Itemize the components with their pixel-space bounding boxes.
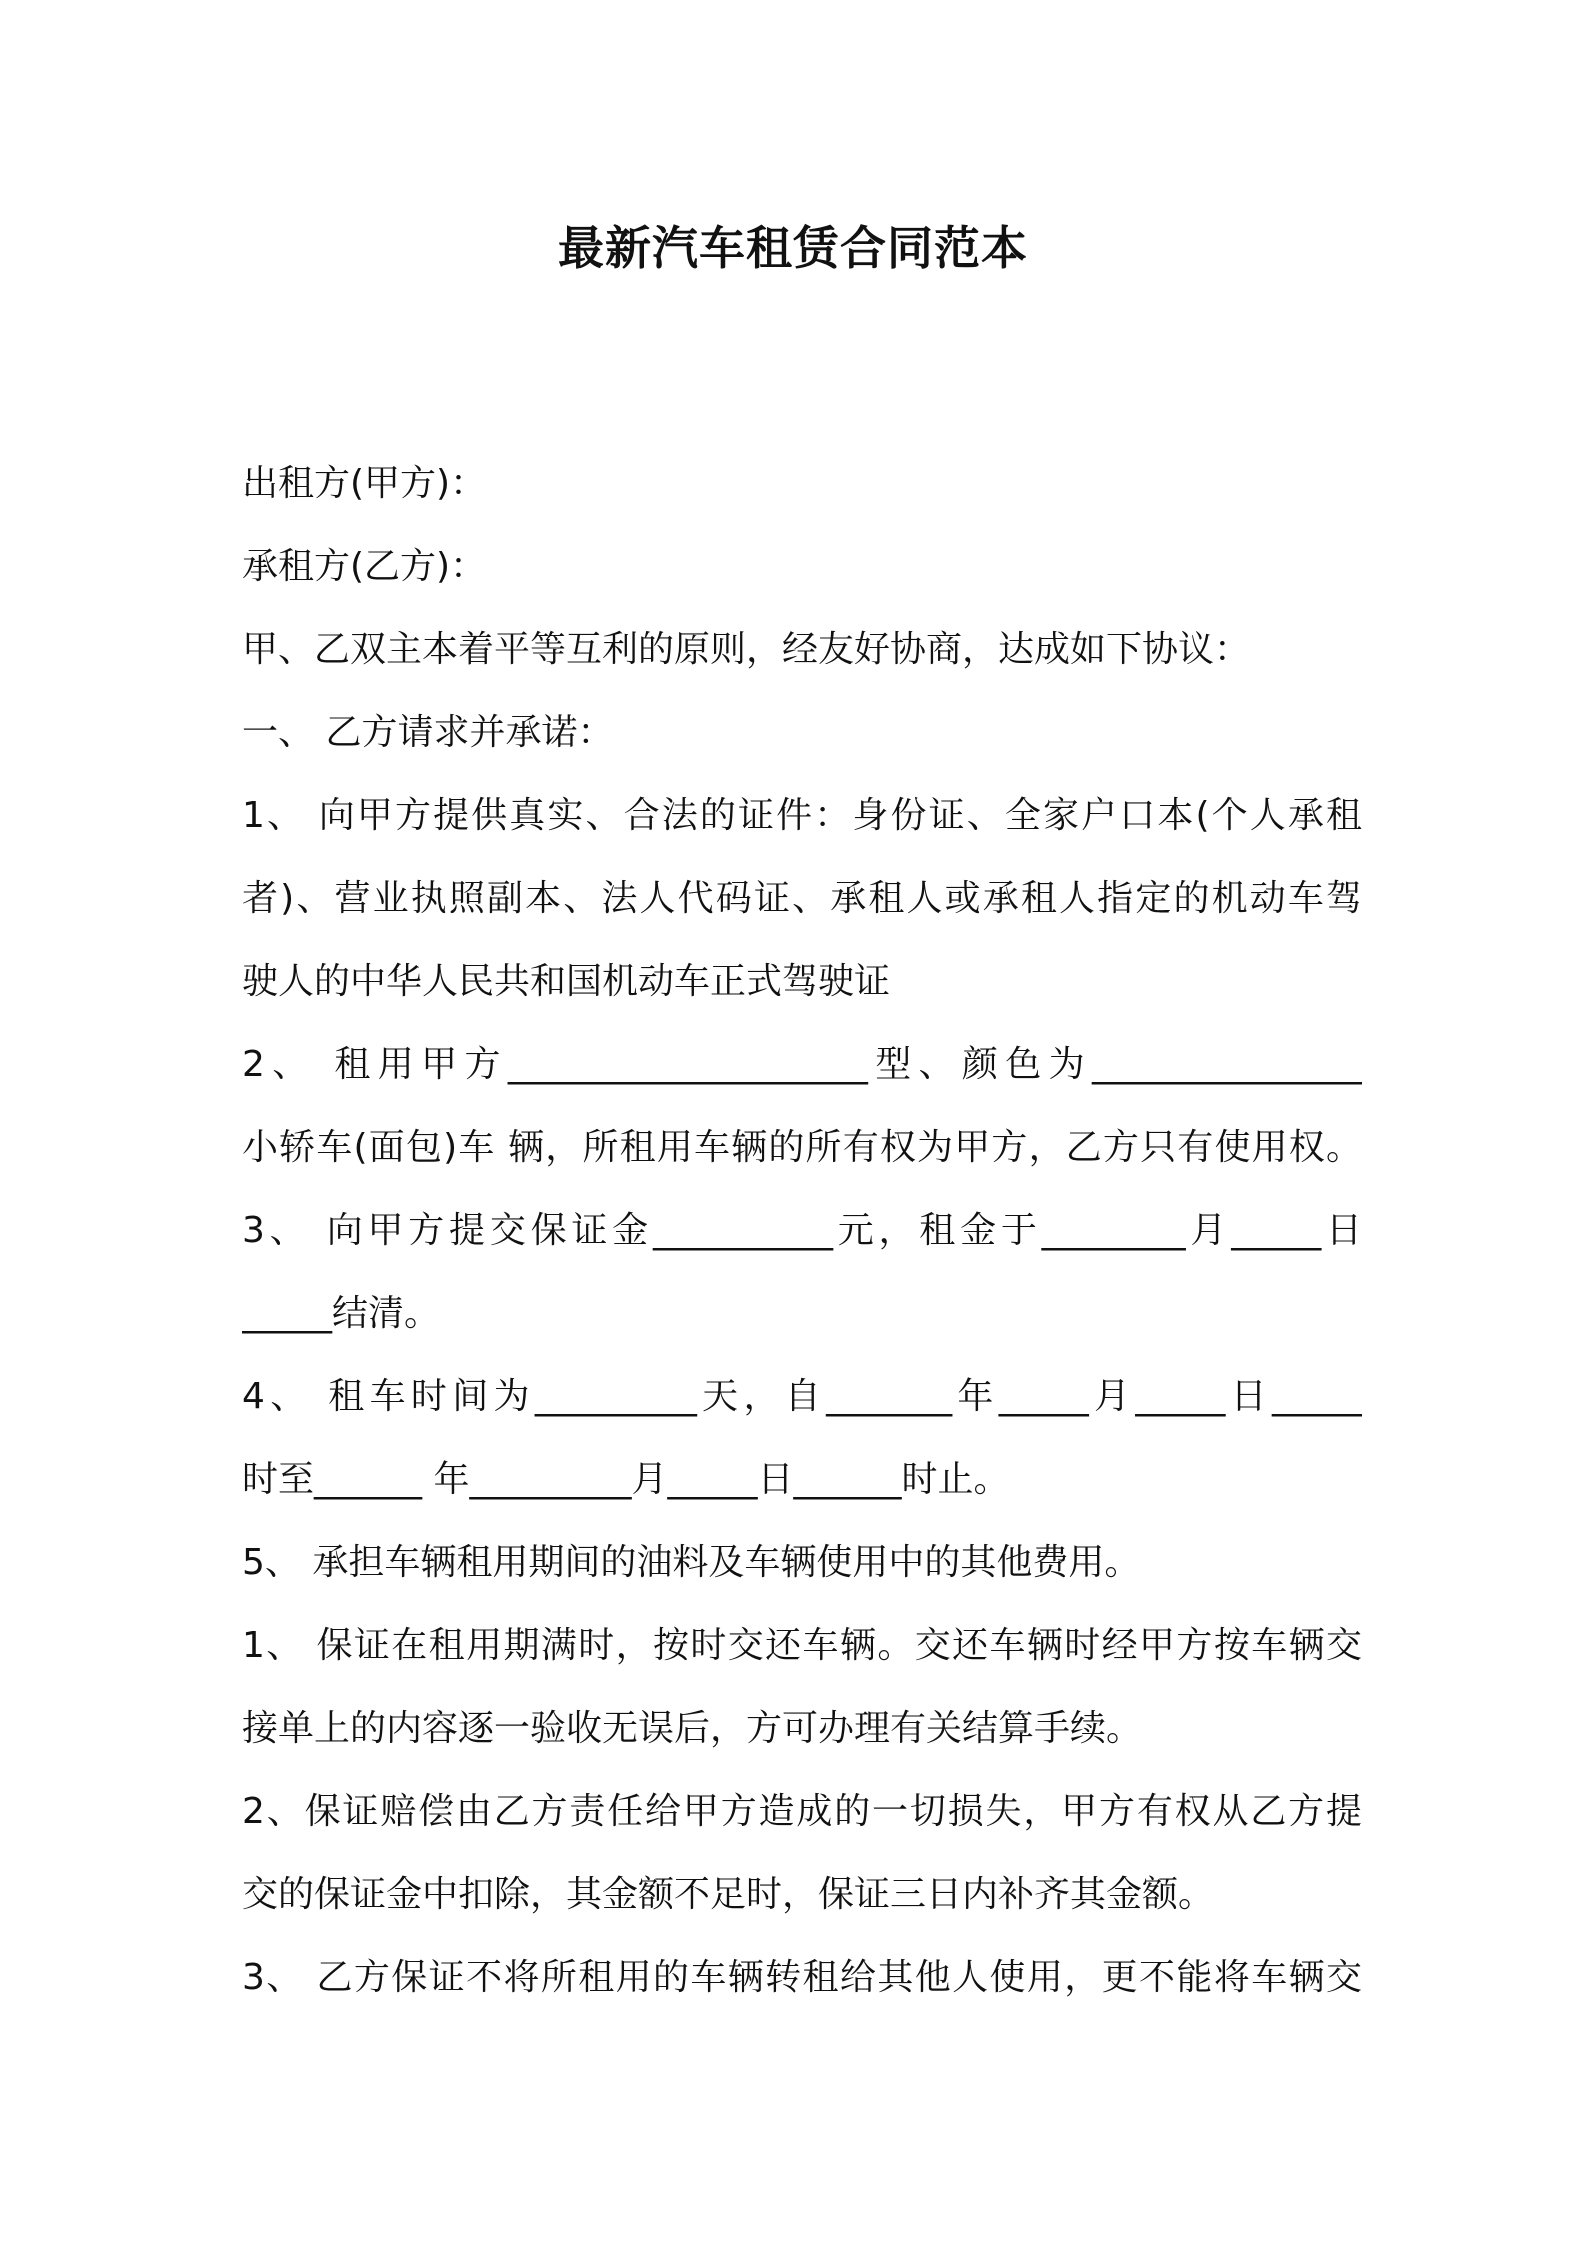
clause-5-line: 5、 承担车辆租用期间的油料及车辆使用中的其他费用。 <box>242 1542 1141 1583</box>
clause-1-line-3: 驶人的中华人民共和国机动车正式驾驶证 <box>242 961 891 1002</box>
lessee-line: 承租方(乙方)： <box>242 546 487 587</box>
guarantee-2-line-1: 2、保证赔偿由乙方责任给甲方造成的一切损失，甲方有权从乙方提 <box>242 1791 1362 1832</box>
guarantee-1-line-2: 接单上的内容逐一验收无误后，方可办理有关结算手续。 <box>242 1708 1143 1749</box>
clause-1-line-1: 1、 向甲方提供真实、合法的证件：身份证、全家户口本(个人承租 <box>242 795 1362 836</box>
document-title: 最新汽车租赁合同范本 <box>558 221 1028 275</box>
clause-2-line-2: 小轿车(面包)车 辆，所租用车辆的所有权为甲方，乙方只有使用权。 <box>242 1127 1362 1168</box>
clause-4-line-1: 4、 租车时间为_________天，自_______年_____月_____日_____ <box>242 1376 1362 1417</box>
clause-4-line-2: 时至______ 年_________月_____日______时止。 <box>242 1459 1010 1500</box>
lessor-line: 出租方(甲方)： <box>242 463 487 504</box>
section-heading: 一、 乙方请求并承诺： <box>242 712 614 753</box>
clause-1-line-2: 者)、营业执照副本、法人代码证、承租人或承租人指定的机动车驾 <box>242 878 1362 919</box>
clause-3-line-1: 3、 向甲方提交保证金__________元，租金于________月_____日 <box>242 1210 1362 1251</box>
guarantee-1-line-1: 1、 保证在租用期满时，按时交还车辆。交还车辆时经甲方按车辆交 <box>242 1625 1362 1666</box>
clause-3-line-2: _____结清。 <box>242 1293 441 1334</box>
clause-2-line-1: 2、 租用甲方____________________型、颜色为_______________ <box>242 1044 1362 1085</box>
guarantee-3-line-1: 3、 乙方保证不将所租用的车辆转租给其他人使用，更不能将车辆交 <box>242 1957 1362 1998</box>
guarantee-2-line-2: 交的保证金中扣除，其金额不足时，保证三日内补齐其金额。 <box>242 1874 1215 1915</box>
preamble-line: 甲、乙双主本着平等互利的原则，经友好协商，达成如下协议： <box>242 629 1251 670</box>
